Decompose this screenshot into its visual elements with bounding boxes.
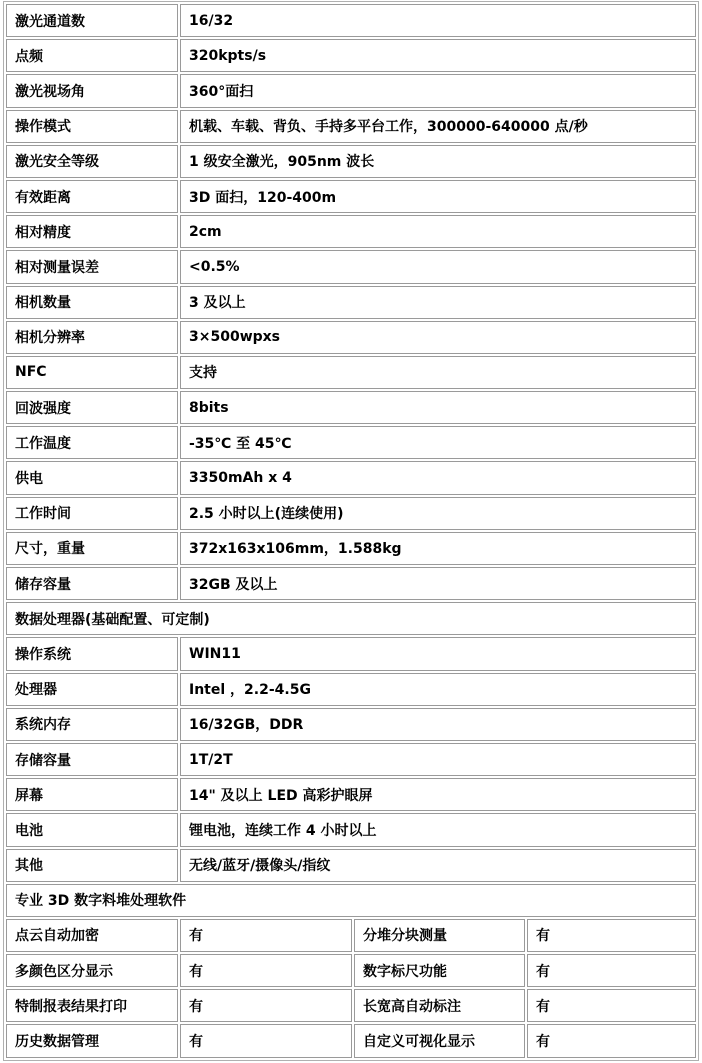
software-feature-row [6, 1024, 696, 1058]
spec-value: 支持 [180, 356, 696, 389]
spec-row [6, 110, 696, 143]
spec-value: 2.5 小时以上(连续使用) [180, 497, 696, 530]
spec-label: 激光安全等级 [6, 145, 178, 178]
feature-availability: 有 [180, 919, 352, 952]
software-feature-row [6, 954, 696, 987]
software-feature-row [6, 989, 696, 1022]
feature-availability: 有 [180, 989, 352, 1022]
feature-name: 自定义可视化显示 [354, 1024, 525, 1058]
processor-row [6, 849, 696, 882]
feature-name: 长宽高自动标注 [354, 989, 525, 1022]
spec-value: 3D 面扫，120-400m [180, 180, 696, 213]
spec-table-body [6, 4, 696, 1058]
spec-value: 3×500wpxs [180, 321, 696, 354]
spec-label: 有效距离 [6, 180, 178, 213]
spec-row [6, 74, 696, 107]
processor-label: 处理器 [6, 673, 178, 706]
spec-value: <0.5% [180, 250, 696, 283]
processor-value: 16/32GB，DDR [180, 708, 696, 741]
processor-row [6, 708, 696, 741]
feature-name: 多颜色区分显示 [6, 954, 178, 987]
processor-label: 屏幕 [6, 778, 178, 811]
spec-row [6, 145, 696, 178]
spec-value: 机载、车载、背负、手持多平台工作，300000-640000 点/秒 [180, 110, 696, 143]
processor-label: 操作系统 [6, 637, 178, 670]
spec-row [6, 286, 696, 319]
feature-name: 数字标尺功能 [354, 954, 525, 987]
spec-value: 360°面扫 [180, 74, 696, 107]
processor-value: Intel ，2.2-4.5G [180, 673, 696, 706]
spec-row [6, 532, 696, 565]
processor-row [6, 673, 696, 706]
spec-label: 回波强度 [6, 391, 178, 424]
software-feature-row [6, 919, 696, 952]
processor-row [6, 813, 696, 846]
spec-row [6, 250, 696, 283]
spec-value: 1 级安全激光，905nm 波长 [180, 145, 696, 178]
spec-value: 3 及以上 [180, 286, 696, 319]
feature-name: 分堆分块测量 [354, 919, 525, 952]
spec-row [6, 215, 696, 248]
section-header-row [6, 602, 696, 635]
feature-availability: 有 [180, 954, 352, 987]
spec-row [6, 567, 696, 600]
feature-availability: 有 [527, 919, 696, 952]
processor-value: 锂电池，连续工作 4 小时以上 [180, 813, 696, 846]
processor-row [6, 778, 696, 811]
spec-table [3, 1, 699, 1061]
feature-name: 特制报表结果打印 [6, 989, 178, 1022]
feature-availability: 有 [527, 1024, 696, 1058]
spec-row [6, 39, 696, 72]
spec-value: 32GB 及以上 [180, 567, 696, 600]
processor-label: 电池 [6, 813, 178, 846]
spec-row [6, 461, 696, 494]
spec-row [6, 180, 696, 213]
processor-value: 14" 及以上 LED 高彩护眼屏 [180, 778, 696, 811]
spec-label: 工作温度 [6, 426, 178, 459]
processor-label: 存储容量 [6, 743, 178, 776]
spec-row [6, 4, 696, 37]
processor-label: 其他 [6, 849, 178, 882]
spec-row [6, 391, 696, 424]
spec-label: 相机分辨率 [6, 321, 178, 354]
processor-value: 1T/2T [180, 743, 696, 776]
spec-value: 2cm [180, 215, 696, 248]
feature-availability: 有 [180, 1024, 352, 1058]
processor-label: 系统内存 [6, 708, 178, 741]
spec-label: 储存容量 [6, 567, 178, 600]
feature-availability: 有 [527, 989, 696, 1022]
spec-label: 相对测量误差 [6, 250, 178, 283]
spec-label: 工作时间 [6, 497, 178, 530]
processor-section-title: 数据处理器(基础配置、可定制) [6, 602, 696, 635]
spec-value: 8bits [180, 391, 696, 424]
processor-value: WIN11 [180, 637, 696, 670]
spec-value: 320kpts/s [180, 39, 696, 72]
feature-availability: 有 [527, 954, 696, 987]
spec-value: -35℃ 至 45℃ [180, 426, 696, 459]
spec-value: 372x163x106mm，1.588kg [180, 532, 696, 565]
spec-label: 供电 [6, 461, 178, 494]
spec-label: 相对精度 [6, 215, 178, 248]
feature-name: 点云自动加密 [6, 919, 178, 952]
spec-label: 激光视场角 [6, 74, 178, 107]
spec-row [6, 321, 696, 354]
software-section-title: 专业 3D 数字料堆处理软件 [6, 884, 696, 917]
spec-label: 操作模式 [6, 110, 178, 143]
feature-name: 历史数据管理 [6, 1024, 178, 1058]
spec-value: 16/32 [180, 4, 696, 37]
spec-label: 尺寸，重量 [6, 532, 178, 565]
spec-label: 点频 [6, 39, 178, 72]
spec-label: 激光通道数 [6, 4, 178, 37]
spec-row [6, 497, 696, 530]
spec-row [6, 426, 696, 459]
processor-row [6, 743, 696, 776]
spec-label: NFC [6, 356, 178, 389]
processor-row [6, 637, 696, 670]
spec-row [6, 356, 696, 389]
spec-value: 3350mAh x 4 [180, 461, 696, 494]
section-header-row [6, 884, 696, 917]
spec-label: 相机数量 [6, 286, 178, 319]
processor-value: 无线/蓝牙/摄像头/指纹 [180, 849, 696, 882]
